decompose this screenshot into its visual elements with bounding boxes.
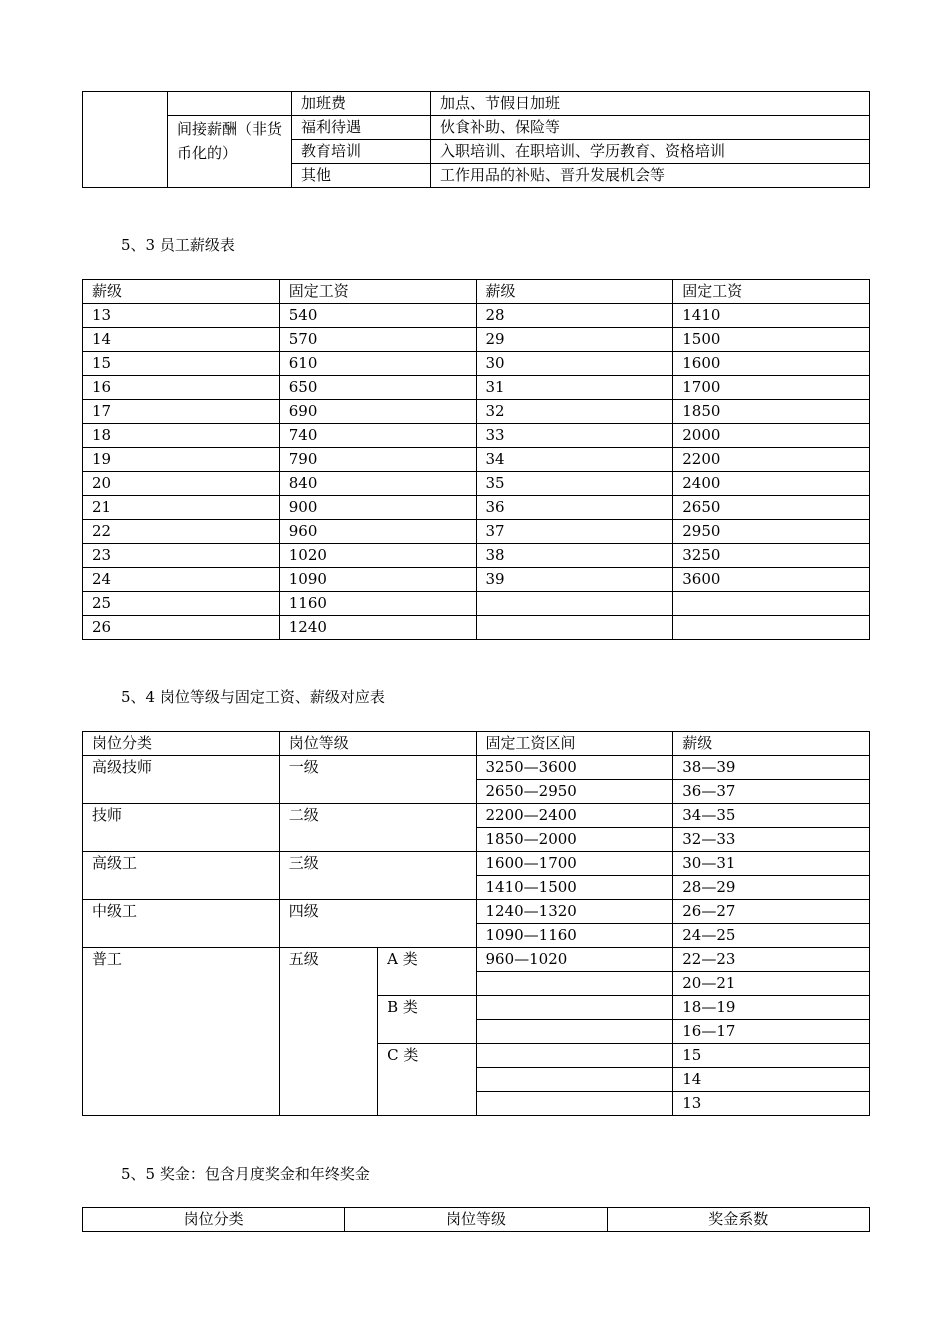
table-cell xyxy=(673,592,870,616)
table-cell xyxy=(476,1068,673,1092)
table-cell: 教育培训 xyxy=(292,140,431,164)
table-cell: 540 xyxy=(279,304,476,328)
table-cell: 38 xyxy=(476,544,673,568)
table-cell: 1240—1320 xyxy=(476,900,673,924)
table-cell: 2650—2950 xyxy=(476,780,673,804)
table-cell: 1090 xyxy=(279,568,476,592)
table-cell: 13 xyxy=(673,1092,870,1116)
table-cell xyxy=(168,92,292,116)
table-cell: 32 xyxy=(476,400,673,424)
table-cell: 一级 xyxy=(279,756,476,804)
table-cell: 1090—1160 xyxy=(476,924,673,948)
column-header: 奖金系数 xyxy=(607,1208,869,1232)
table-cell: 960 xyxy=(279,520,476,544)
table-cell: 36 xyxy=(476,496,673,520)
table-cell: 16 xyxy=(83,376,280,400)
table-cell: 790 xyxy=(279,448,476,472)
table-row xyxy=(83,544,870,568)
table-cell: 20—21 xyxy=(673,972,870,996)
table-cell xyxy=(83,92,168,188)
table-cell xyxy=(476,1044,673,1068)
table-row xyxy=(83,328,870,352)
table-cell: 20 xyxy=(83,472,280,496)
table-header-row xyxy=(83,280,870,304)
table-cell: 2200 xyxy=(673,448,870,472)
table-cell: 18 xyxy=(83,424,280,448)
table-cell: 13 xyxy=(83,304,280,328)
table-cell: 加班费 xyxy=(292,92,431,116)
table-cell: C 类 xyxy=(378,1044,476,1116)
table-row xyxy=(83,520,870,544)
table-cell: 二级 xyxy=(279,804,476,852)
table-cell: 1600—1700 xyxy=(476,852,673,876)
table-row xyxy=(83,900,870,924)
table-cell: 15 xyxy=(673,1044,870,1068)
table-row xyxy=(83,568,870,592)
table-cell: 38—39 xyxy=(673,756,870,780)
table-cell xyxy=(476,616,673,640)
table-cell: 35 xyxy=(476,472,673,496)
column-header: 固定工资区间 xyxy=(476,732,673,756)
table-cell: 17 xyxy=(83,400,280,424)
table-row xyxy=(83,424,870,448)
table-row xyxy=(83,92,870,116)
table-row xyxy=(83,116,870,140)
table-row xyxy=(83,400,870,424)
table-cell: 24—25 xyxy=(673,924,870,948)
table-cell: 26—27 xyxy=(673,900,870,924)
table-cell: 加点、节假日加班 xyxy=(431,92,870,116)
table-cell: 34—35 xyxy=(673,804,870,828)
table-cell: 22 xyxy=(83,520,280,544)
table-cell: 30—31 xyxy=(673,852,870,876)
position-grade-table xyxy=(82,731,870,1116)
table-cell: 其他 xyxy=(292,164,431,188)
table-cell: 3600 xyxy=(673,568,870,592)
table-row xyxy=(83,304,870,328)
table-row xyxy=(83,948,870,972)
table-cell: 高级技师 xyxy=(83,756,280,804)
table-cell: 32—33 xyxy=(673,828,870,852)
table-cell xyxy=(673,616,870,640)
section-heading-5-3: 5、3 员工薪级表 xyxy=(121,236,235,254)
column-header: 岗位等级 xyxy=(279,732,476,756)
table-cell: 25 xyxy=(83,592,280,616)
table-row xyxy=(83,472,870,496)
salary-grade-table xyxy=(82,279,870,640)
table-cell: 3250 xyxy=(673,544,870,568)
table-cell: 26 xyxy=(83,616,280,640)
table-cell: 2650 xyxy=(673,496,870,520)
column-header: 固定工资 xyxy=(279,280,476,304)
table-row xyxy=(83,852,870,876)
table-cell: 28—29 xyxy=(673,876,870,900)
table-cell: 21 xyxy=(83,496,280,520)
table-cell: 28 xyxy=(476,304,673,328)
table-cell: 14 xyxy=(673,1068,870,1092)
table-cell: 1850—2000 xyxy=(476,828,673,852)
table-cell: 1410—1500 xyxy=(476,876,673,900)
table-cell: 1410 xyxy=(673,304,870,328)
table-cell: 30 xyxy=(476,352,673,376)
table-cell: 39 xyxy=(476,568,673,592)
table-row xyxy=(83,352,870,376)
table-cell: 31 xyxy=(476,376,673,400)
table-header-row xyxy=(83,1208,870,1232)
column-header: 薪级 xyxy=(673,732,870,756)
column-header: 岗位分类 xyxy=(83,732,280,756)
table-cell xyxy=(476,1092,673,1116)
table-cell: 1240 xyxy=(279,616,476,640)
table-cell xyxy=(476,1020,673,1044)
table-cell: 34 xyxy=(476,448,673,472)
table-cell: 五级 xyxy=(279,948,377,1116)
table-cell: 1020 xyxy=(279,544,476,568)
table-cell xyxy=(476,592,673,616)
table-cell: 690 xyxy=(279,400,476,424)
table-row xyxy=(83,756,870,780)
table-cell xyxy=(476,996,673,1020)
table-cell: 1160 xyxy=(279,592,476,616)
table-cell: 14 xyxy=(83,328,280,352)
table-cell: 37 xyxy=(476,520,673,544)
table-cell: 19 xyxy=(83,448,280,472)
table-cell: 工作用品的补贴、晋升发展机会等 xyxy=(431,164,870,188)
table-row xyxy=(83,592,870,616)
table-cell: 16—17 xyxy=(673,1020,870,1044)
table-cell: 普工 xyxy=(83,948,280,1116)
table-row xyxy=(83,616,870,640)
table-cell: 2950 xyxy=(673,520,870,544)
column-header: 固定工资 xyxy=(673,280,870,304)
table-cell: 1500 xyxy=(673,328,870,352)
table-cell: 36—37 xyxy=(673,780,870,804)
table-cell xyxy=(476,972,673,996)
table-cell: 入职培训、在职培训、学历教育、资格培训 xyxy=(431,140,870,164)
table-cell: 四级 xyxy=(279,900,476,948)
table-cell: A 类 xyxy=(378,948,476,996)
indirect-pay-table xyxy=(82,91,870,188)
column-header: 岗位等级 xyxy=(345,1208,607,1232)
table-cell: 伙食补助、保险等 xyxy=(431,116,870,140)
table-cell: 24 xyxy=(83,568,280,592)
table-row xyxy=(83,804,870,828)
table-cell: 900 xyxy=(279,496,476,520)
table-cell: 840 xyxy=(279,472,476,496)
table-cell: 2200—2400 xyxy=(476,804,673,828)
table-cell: 中级工 xyxy=(83,900,280,948)
column-header: 岗位分类 xyxy=(83,1208,345,1232)
table-cell: 29 xyxy=(476,328,673,352)
bonus-table xyxy=(82,1207,870,1232)
column-header: 薪级 xyxy=(83,280,280,304)
table-cell: 570 xyxy=(279,328,476,352)
table-cell: 1850 xyxy=(673,400,870,424)
table-cell: 高级工 xyxy=(83,852,280,900)
salary-grade-rows xyxy=(83,304,870,640)
column-header: 薪级 xyxy=(476,280,673,304)
section-heading-5-5: 5、5 奖金：包含月度奖金和年终奖金 xyxy=(121,1165,370,1183)
table-cell: 22—23 xyxy=(673,948,870,972)
table-cell: 33 xyxy=(476,424,673,448)
table-cell: 960—1020 xyxy=(476,948,673,972)
table-cell: 技师 xyxy=(83,804,280,852)
table-cell: 福利待遇 xyxy=(292,116,431,140)
table-cell: 610 xyxy=(279,352,476,376)
table-cell: 740 xyxy=(279,424,476,448)
table-row xyxy=(83,376,870,400)
table-cell: 18—19 xyxy=(673,996,870,1020)
table-header-row xyxy=(83,732,870,756)
table-cell: 15 xyxy=(83,352,280,376)
table-cell: 3250—3600 xyxy=(476,756,673,780)
table-cell: 23 xyxy=(83,544,280,568)
section-heading-5-4: 5、4 岗位等级与固定工资、薪级对应表 xyxy=(121,688,385,706)
table-cell: 2000 xyxy=(673,424,870,448)
position-grade-rows xyxy=(83,756,870,1116)
table-row xyxy=(83,448,870,472)
table-cell: 1600 xyxy=(673,352,870,376)
table-row xyxy=(83,496,870,520)
table-cell: B 类 xyxy=(378,996,476,1044)
table-cell: 2400 xyxy=(673,472,870,496)
table-cell: 650 xyxy=(279,376,476,400)
table-cell: 1700 xyxy=(673,376,870,400)
indirect-pay-label: 间接薪酬（非货币化的） xyxy=(168,116,292,188)
table-cell: 三级 xyxy=(279,852,476,900)
